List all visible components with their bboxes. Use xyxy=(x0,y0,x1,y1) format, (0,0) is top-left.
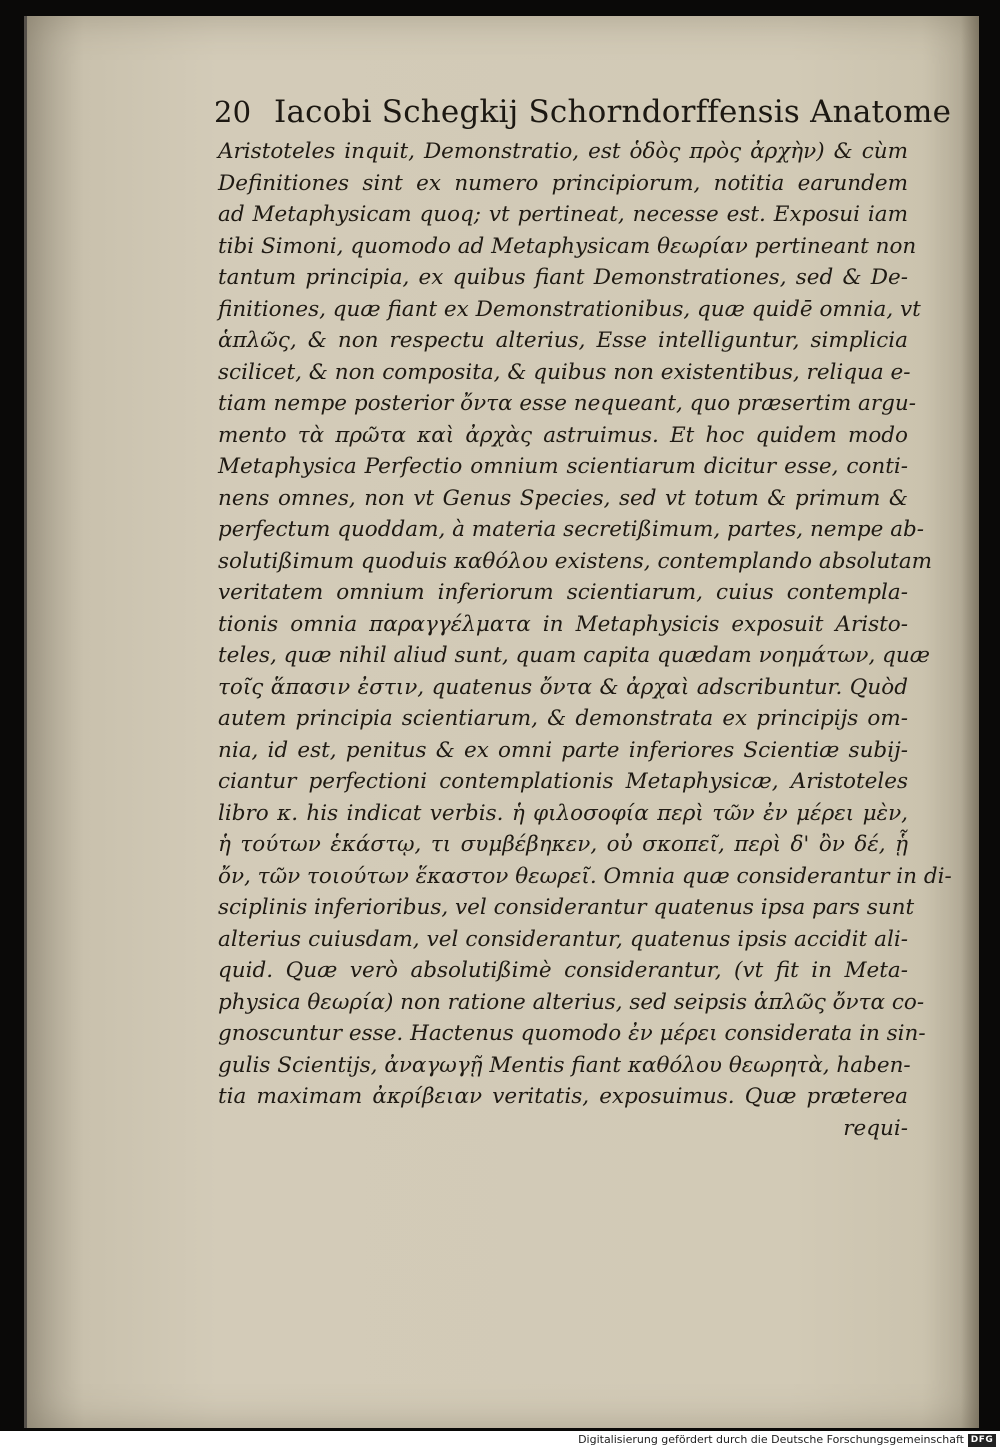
text-line: tiam nempe posterior ὄντα esse nequeant, quo præsertim argu- xyxy=(218,391,917,416)
text-line: τοῖς ἅπασιν ἐστιν, quatenus ὄντα & ἀρχαὶ adscribuntur. Quòd xyxy=(218,674,908,700)
footer-bar xyxy=(0,1431,1000,1451)
text-line: perfectum quoddam, à materia secretißimum, partes, nempe ab- xyxy=(218,517,925,542)
running-title: Iacobi Schegkij Schorndorffensis Anatome xyxy=(274,94,952,130)
text-line: tantum principia, ex quibus fiant Demonstrationes, sed & De- xyxy=(218,265,908,290)
text-line: sciplinis inferioribus, vel considerantur quatenus ipsa pars sunt xyxy=(218,895,915,920)
text-line: tia maximam ἀκρίβειαν veritatis, exposuimus. Quæ præterea xyxy=(218,1084,908,1109)
running-header xyxy=(214,94,952,130)
text-line: Definitiones sint ex numero principiorum, notitia earundem xyxy=(218,170,908,196)
text-line: Aristoteles inquit, Demonstratio, est ὁδὸς πρὸς ἀρχὴν) & cùm xyxy=(218,139,908,164)
text-line: autem principia scientiarum, & demonstrata ex principijs om- xyxy=(218,706,908,731)
text-line: finitiones, quæ fiant ex Demonstrationibus, quæ quidē omnia, vt xyxy=(218,296,921,322)
text-line: nia, id est, penitus & ex omni parte inferiores Scientiæ subij- xyxy=(218,737,908,763)
text-line: gulis Scientijs, ἀναγωγῇ Mentis fiant καθόλου θεωρητὰ, haben- xyxy=(218,1052,911,1078)
text-line: tibi Simoni, quomodo ad Metaphysicam θεωρίαν pertineant non xyxy=(218,233,917,259)
footer-credit: Digitalisierung gefördert durch die Deutsche Forschungsgemeinschaft xyxy=(578,1433,964,1446)
text-line: physica θεωρία) non ratione alterius, sed seipsis ἁπλῶς ὄντα co- xyxy=(218,989,925,1015)
text-line: ὄν, τῶν τοιούτων ἕκαστον θεωρεῖ. Omnia quæ considerantur in di- xyxy=(218,863,952,889)
catchword: requi- xyxy=(843,1115,908,1141)
text-line: nens omnes, non vt Genus Species, sed vt totum & primum & xyxy=(218,485,908,511)
text-line: veritatem omnium inferiorum scientiarum, cuius contempla- xyxy=(218,580,908,605)
text-line: libro κ. his indicat verbis. ἡ φιλοσοφία περὶ τῶν ἐν μέρει μὲν, xyxy=(218,800,908,826)
text-line: scilicet, & non composita, & quibus non existentibus, reliqua e- xyxy=(218,359,911,385)
text-line: tionis omnia παραγγέλματα in Metaphysicis exposuit Aristo- xyxy=(218,611,908,637)
text-line: Metaphysica Perfectio omnium scientiarum dicitur esse, conti- xyxy=(218,454,908,479)
page-number: 20 xyxy=(214,95,252,129)
text-line: mento τὰ πρῶτα καὶ ἀρχὰς astruimus. Et hoc quidem modo xyxy=(218,422,908,448)
text-line: gnoscuntur esse. Hactenus quomodo ἐν μέρει considerata in sin- xyxy=(218,1021,926,1046)
text-line: ἡ τούτων ἑκάστῳ, τι συμβέβηκεν, οὐ σκοπεῖ, περὶ δ' ὂν δέ, ᾗ xyxy=(218,832,908,857)
text-line: ciantur perfectioni contemplationis Metaphysicæ, Aristoteles xyxy=(218,769,908,794)
page-edge-shadow xyxy=(961,16,979,1428)
text-line: ad Metaphysicam quoq; vt pertineat, necesse est. Exposui iam xyxy=(218,202,908,227)
text-line: ἁπλῶς, & non respectu alterius, Esse intelliguntur, simplicia xyxy=(218,328,908,353)
text-line: teles, quæ nihil aliud sunt, quam capita quædam νοημάτων, quæ xyxy=(218,643,930,668)
body-text xyxy=(218,136,952,1144)
text-line: quid. Quæ verò absolutißimè considerantur, (vt fit in Meta- xyxy=(218,958,908,983)
text-line: solutißimum quoduis καθόλου existens, contemplando absolutam xyxy=(218,548,933,574)
text-line: alterius cuiusdam, vel considerantur, quatenus ipsis accidit ali- xyxy=(218,926,908,952)
dfg-logo: DFG xyxy=(968,1434,996,1447)
